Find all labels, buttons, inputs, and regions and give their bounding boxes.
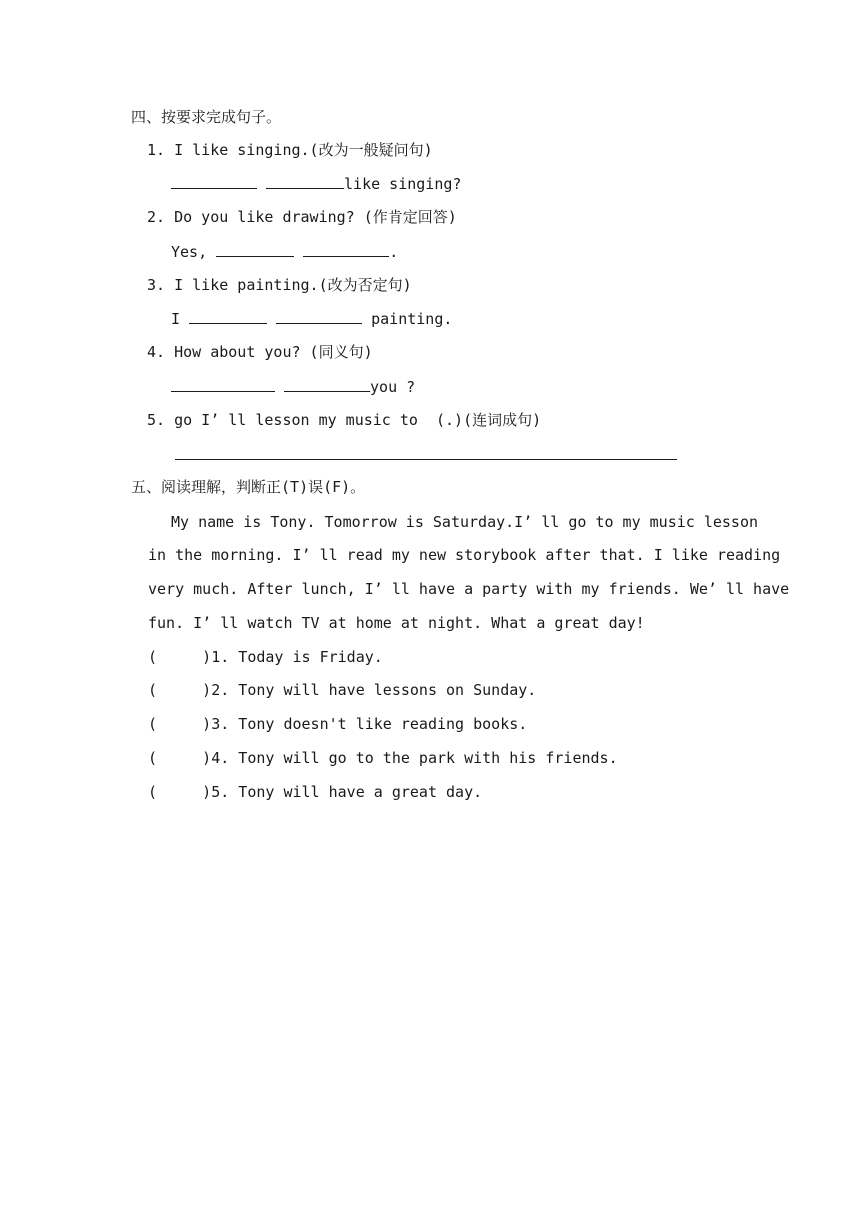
judgment-text: 3. Tony doesn't like reading books. xyxy=(211,715,528,733)
section4-heading: 四、按要求完成句子。 xyxy=(131,108,282,126)
judgment-text: 5. Tony will have a great day. xyxy=(211,783,483,801)
answer-parenthesis[interactable]: ( ) xyxy=(148,715,212,733)
question-3-lead: I xyxy=(171,310,190,328)
passage-line: My name is Tony. Tomorrow is Saturday.I’ ll go to my music lesson xyxy=(171,513,758,531)
question-1-prompt: 1. I like singing.(改为一般疑问句) xyxy=(147,141,433,159)
question-4-tail: you ? xyxy=(370,378,416,396)
passage-line: in the morning. I’ ll read my new storybook after that. I like reading xyxy=(148,546,781,564)
answer-blank[interactable] xyxy=(171,174,257,189)
answer-parenthesis[interactable]: ( ) xyxy=(148,783,212,801)
question-2-prompt: 2. Do you like drawing? (作肯定回答) xyxy=(147,208,457,226)
question-4-answer-line xyxy=(171,377,415,397)
question-4-prompt: 4. How about you? (同义句) xyxy=(147,343,373,361)
question-3-tail: painting. xyxy=(362,310,453,328)
judgment-item xyxy=(148,714,527,734)
question-2-lead: Yes, xyxy=(171,243,217,261)
question-2-tail: . xyxy=(389,243,399,261)
answer-blank[interactable] xyxy=(276,309,362,324)
answer-parenthesis[interactable]: ( ) xyxy=(148,681,212,699)
passage-line: fun. I’ ll watch TV at home at night. What a great day! xyxy=(148,614,645,632)
answer-line[interactable] xyxy=(175,459,677,460)
question-2-answer-line xyxy=(171,242,398,262)
judgment-text: 2. Tony will have lessons on Sunday. xyxy=(211,681,537,699)
answer-blank[interactable] xyxy=(284,377,370,392)
question-5-prompt: 5. go I’ ll lesson my music to (.)(连词成句) xyxy=(147,411,542,429)
judgment-text: 4. Tony will go to the park with his friends. xyxy=(211,749,618,767)
answer-blank[interactable] xyxy=(266,174,344,189)
judgment-item xyxy=(148,782,482,802)
answer-blank[interactable] xyxy=(171,377,275,392)
passage-line: very much. After lunch, I’ ll have a party with my friends. We’ ll have xyxy=(148,580,790,598)
section5-heading: 五、阅读理解，判断正(T)误(F)。 xyxy=(131,478,366,496)
answer-parenthesis[interactable]: ( ) xyxy=(148,749,212,767)
question-1-tail: like singing? xyxy=(344,175,462,193)
answer-blank[interactable] xyxy=(303,242,389,257)
judgment-item xyxy=(148,647,383,667)
question-3-prompt: 3. I like painting.(改为否定句) xyxy=(147,276,412,294)
judgment-text: 1. Today is Friday. xyxy=(211,648,383,666)
answer-parenthesis[interactable]: ( ) xyxy=(148,648,212,666)
judgment-item xyxy=(148,680,536,700)
answer-blank[interactable] xyxy=(216,242,294,257)
judgment-item xyxy=(148,748,618,768)
question-1-answer-line xyxy=(171,174,461,194)
answer-blank[interactable] xyxy=(189,309,267,324)
question-3-answer-line xyxy=(171,309,452,329)
